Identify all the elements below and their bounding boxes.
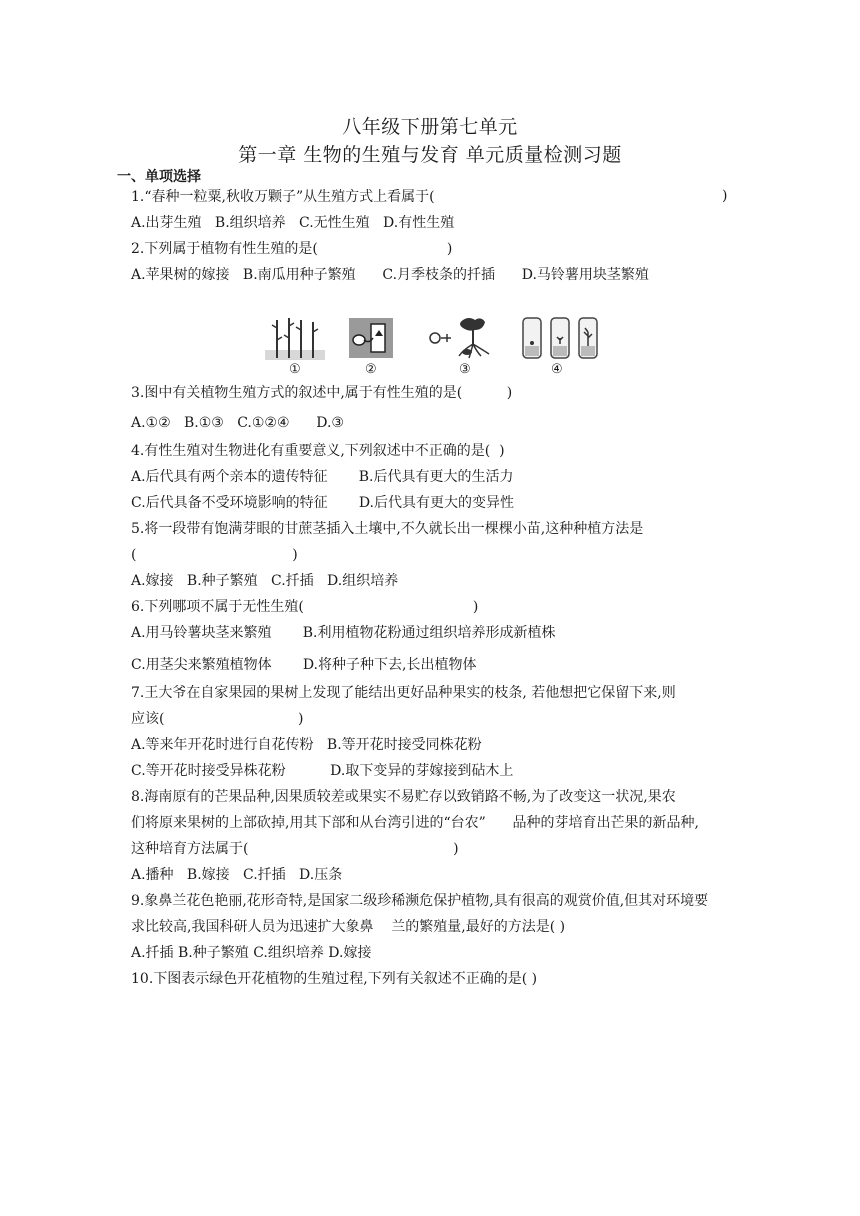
question-8-options: A.播种 B.嫁接 C.扦插 D.压条: [131, 867, 343, 883]
question-2-options: A.苹果树的嫁接 B.南瓜用种子繁殖 C.月季枝条的扦插 D.马铃薯用块茎繁殖: [131, 267, 649, 283]
question-6-options-cd: C.用茎尖来繁殖植物体 D.将种子种下去,长出植物体: [131, 657, 477, 673]
question-9-options: A.扦插 B.种子繁殖 C.组织培养 D.嫁接: [131, 945, 372, 961]
question-1-options: A.出芽生殖 B.组织培养 C.无性生殖 D.有性生殖: [131, 215, 455, 231]
question-4-stem: 4.有性生殖对生物进化有重要意义,下列叙述中不正确的是( ): [131, 443, 505, 459]
question-1-close-paren: ): [722, 188, 728, 204]
question-7-stem: 7.王大爷在自家果园的果树上发现了能结出更好品种果实的枝条, 若他想把它保留下来,则: [131, 685, 676, 701]
question-9-stem: 9.象鼻兰花色艳丽,花形奇特,是国家二级珍稀濒危保护植物,具有很高的观赏价值,但其对环境要: [131, 893, 709, 909]
question-1-stem: 1.“春种一粒粟,秋收万颗子”从生殖方式上看属于(: [131, 189, 435, 205]
question-7-options-cd: C.等开花时接受异株花粉 D.取下变异的芽嫁接到砧木上: [131, 763, 514, 779]
figure-label-3: ③: [459, 362, 471, 377]
question-5-stem-paren: ( ): [131, 547, 298, 563]
question-9-stem-cont: 求比较高,我国科研人员为迅速扩大象鼻 兰的繁殖量,最好的方法是( ): [131, 919, 566, 935]
question-6-stem: 6.下列哪项不属于无性生殖( ): [131, 599, 479, 615]
question-2-stem: 2.下列属于植物有性生殖的是( ): [131, 241, 453, 257]
question-4-options-cd: C.后代具备不受环境影响的特征 D.后代具有更大的变异性: [131, 495, 514, 511]
question-5-options: A.嫁接 B.种子繁殖 C.扦插 D.组织培养: [131, 573, 399, 589]
question-8-stem-end: 这种培育方法属于( ): [131, 841, 459, 857]
figure-label-1: ①: [289, 362, 301, 377]
section-heading: 一、单项选择: [117, 169, 201, 185]
tuber-plant-illustration: [427, 316, 497, 360]
tissue-culture-illustration: [521, 316, 601, 360]
figure-label-4: ④: [551, 362, 563, 377]
question-8-stem-cont: 们将原来果树的上部砍掉,用其下部和从台湾引进的“台农” 品种的芽培育出芒果的新品种,: [131, 815, 699, 831]
worksheet-title-line1: 八年级下册第七单元: [342, 116, 518, 138]
question-6-options-ab: A.用马铃薯块茎来繁殖 B.利用植物花粉通过组织培养形成新植株: [131, 625, 556, 641]
question-7-stem-cont: 应该( ): [131, 711, 304, 727]
question-4-options-ab: A.后代具有两个亲本的遗传特征 B.后代具有更大的生活力: [131, 469, 514, 485]
figure-label-2: ②: [365, 362, 377, 377]
cutting-illustration: [265, 316, 325, 360]
grafting-illustration: [347, 316, 395, 360]
question-5-stem: 5.将一段带有饱满芽眼的甘蔗茎插入土壤中,不久就长出一棵棵小苗,这种种植方法是: [131, 521, 644, 537]
question-10-stem: 10.下图表示绿色开花植物的生殖过程,下列有关叙述不正确的是( ): [131, 971, 538, 987]
question-3-stem: 3.图中有关植物生殖方式的叙述中,属于有性生殖的是( ): [131, 385, 513, 401]
reproduction-figure: [265, 316, 605, 378]
worksheet-title-line2: 第一章 生物的生殖与发育 单元质量检测习题: [238, 144, 622, 166]
question-3-options: A.①② B.①③ C.①②④ D.③: [131, 415, 344, 431]
question-7-options-ab: A.等来年开花时进行自花传粉 B.等开花时接受同株花粉: [131, 737, 482, 753]
question-8-stem: 8.海南原有的芒果品种,因果质较差或果实不易贮存以致销路不畅,为了改变这一状况,果农: [131, 789, 676, 805]
